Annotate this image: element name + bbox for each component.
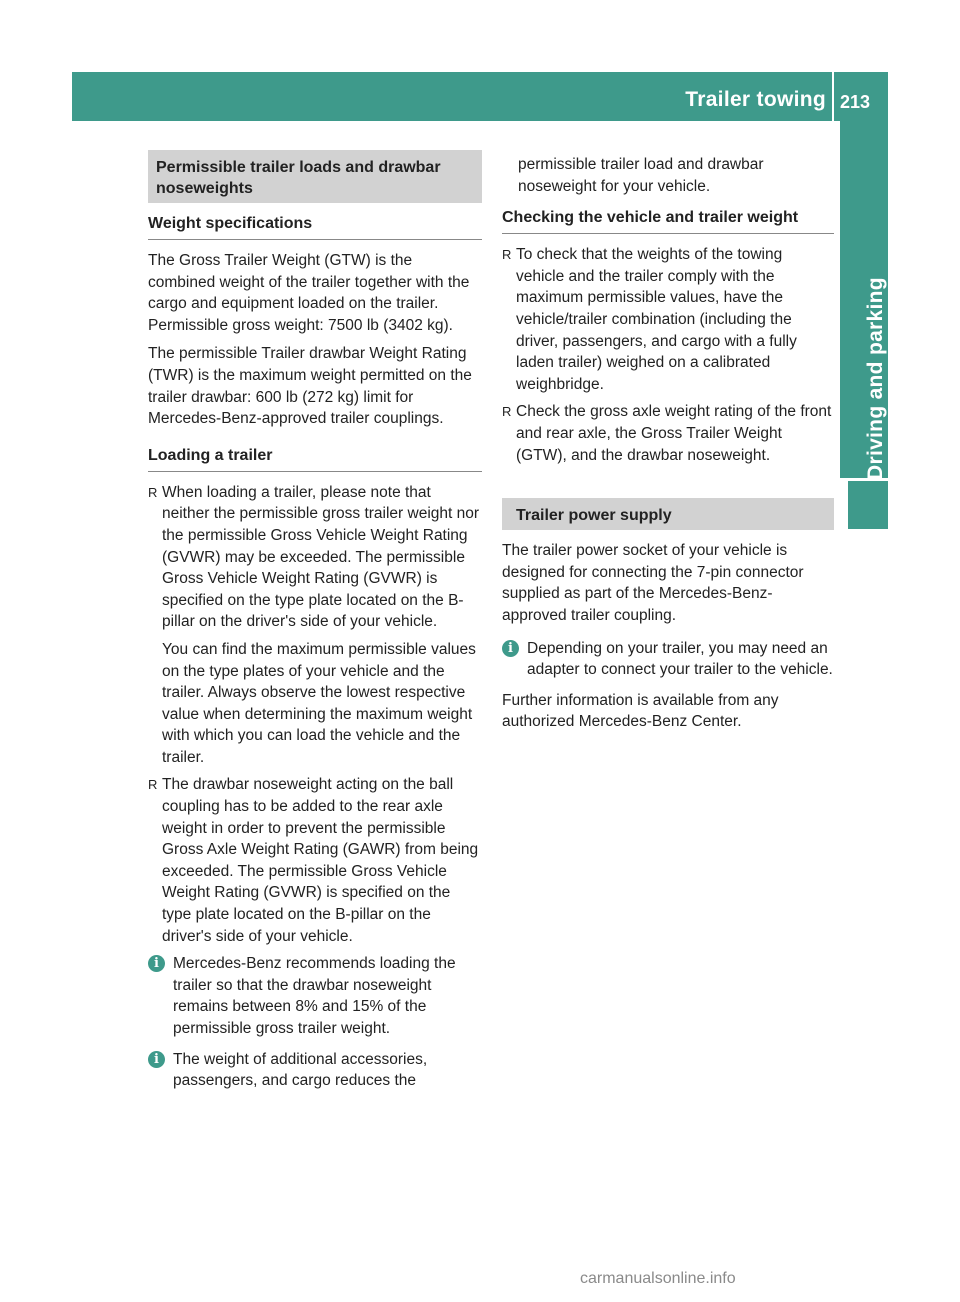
bullet-extra: You can find the maximum permissible values on the type plates of your vehicle and the trailer. Always observe the lowest respective value when determining the maximum weight with which you can load the vehicle and the trailer. [162,640,476,766]
bullet-text: The drawbar noseweight acting on the ball coupling has to be added to the rear axle weight in order to prevent the permissible Gross Axle Weight Rating (GAWR) from being exceeded. The permissible Gross Vehicle Weight Rating (GVWR) is specified on the type plate located on the B-pillar on the driver's side of your vehicle. [162,776,479,945]
info-note-text: The weight of additional accessories, passengers, and cargo reduces the [173,1050,428,1090]
bullet-mark: R [148,484,158,500]
paragraph-gtw: The Gross Trailer Weight (GTW) is the combined weight of the trailer together with the cargo and equipment loaded on the trailer. Permissible gross weight: 7500 lb (3402 kg). [148,252,470,334]
info-icon: i [148,955,165,972]
right-column [502,154,834,740]
heading-loading-trailer: Loading a trailer [148,445,482,472]
bullet-text: To check that the weights of the towing vehicle and the trailer comply with the maximum permissible values, have the vehicle/trailer combination (including the driver, passengers, and cargo with a fully laden trailer) weighed on a calibrated weighbridge. [516,246,797,393]
list-item [148,774,482,947]
info-note-text: Mercedes-Benz recommends loading the trailer so that the drawbar noseweight remains between 8% and 15% of the permissible gross trailer weight. [173,955,456,1037]
watermark: carmanualsonline.info [580,1270,736,1287]
chapter-title: Trailer towing [685,88,826,111]
header-divider [832,72,834,121]
paragraph-twr: The permissible Trailer drawbar Weight Rating (TWR) is the maximum weight permitted on the trailer drawbar: 600 lb (272 kg) limit for Mercedes-Benz-approved trailer couplings. [148,345,472,428]
list-item [148,482,482,769]
bullet-mark: R [502,247,512,263]
side-tab-label: Driving and parking [864,277,887,480]
bullet-mark: R [502,404,512,420]
section-heading-trailer-loads: Permissible trailer loads and drawbar noseweights [148,150,482,203]
info-note [148,953,482,1039]
heading-weight-specifications: Weight specifications [148,213,482,240]
info-icon: i [502,640,519,657]
info-note [502,638,834,681]
bullet-text: When loading a trailer, please note that neither the permissible gross trailer weight nor the permissible Gross Vehicle Weight Rating (GVWR) may be exceeded. The permissible Gross Vehicle Weight Rating (GVWR) is specified on the type plate located on the B-pillar on the driver's side of your vehicle. [162,483,480,631]
continuation-text: permissible trailer load and drawbar noseweight for your vehicle. [518,156,764,195]
info-note [148,1049,482,1092]
side-tab-block [848,481,888,529]
section-heading-power-supply: Trailer power supply [502,498,834,530]
paragraph-power-supply: The trailer power socket of your vehicle is designed for connecting the 7-pin connector supplied as part of the Mercedes-Benz-approved trailer coupling. [502,542,804,624]
bullet-text: Check the gross axle weight rating of the front and rear axle, the Gross Trailer Weight (GTW), and the drawbar noseweight. [516,403,832,464]
info-note-text: Depending on your trailer, you may need an adapter to connect your trailer to the vehicle. [527,639,833,679]
info-icon: i [148,1051,165,1068]
list-item [502,244,834,395]
paragraph-closing: Further information is available from any authorized Mercedes-Benz Center. [502,691,779,731]
left-column [148,150,482,1101]
side-tab-gap [840,481,848,529]
heading-checking-weight: Checking the vehicle and trailer weight [502,207,834,234]
page-number: 213 [840,92,871,112]
list-item [502,401,834,466]
bullet-mark: R [148,777,158,793]
